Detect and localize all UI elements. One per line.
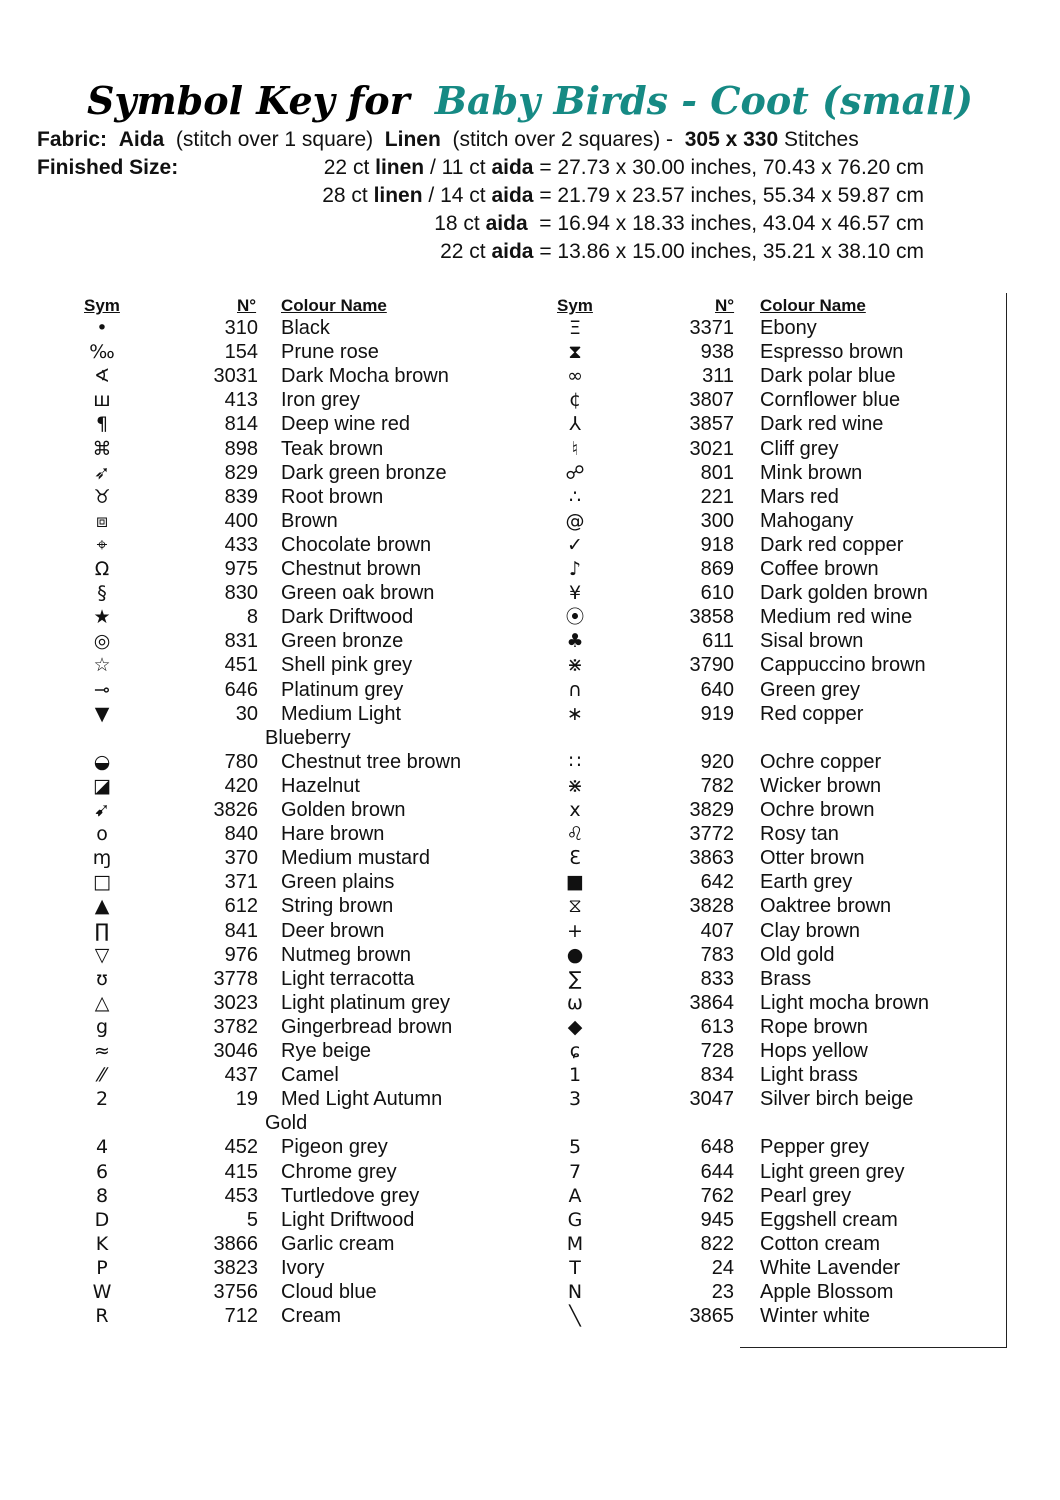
colour-name: Light mocha brown [760, 991, 929, 1014]
colour-name: Ochre copper [760, 750, 882, 773]
colour-name: Green grey [760, 678, 861, 701]
fabric-linen-note: (stitch over 2 squares) - [452, 128, 674, 151]
finished-size-b2: aida [491, 184, 534, 207]
dmc-number: 919 [700, 702, 734, 725]
finished-size-pre: 22 ct [323, 156, 376, 179]
finished-size-b1: aida [491, 240, 534, 263]
dmc-number: 3829 [689, 799, 734, 821]
colour-name: Green plains [281, 871, 395, 894]
dmc-number: 3807 [689, 389, 734, 412]
dmc-number: 646 [224, 678, 258, 701]
symbol-icon: ✓ [567, 533, 583, 556]
finished-size-b1: linen [373, 184, 423, 207]
colour-name: Garlic cream [281, 1232, 395, 1255]
finished-size-b1: linen [375, 156, 425, 179]
dmc-number: 3772 [689, 823, 734, 846]
colour-name: Light Driftwood [281, 1208, 415, 1231]
symbol-icon: □ [93, 871, 111, 894]
symbol-icon: 2 [95, 1088, 109, 1111]
colour-name: Red copper [760, 702, 864, 725]
fabric-aida: Aida [118, 128, 165, 151]
dmc-number: 3865 [689, 1305, 734, 1328]
finished-size-label: Finished Size: [37, 156, 179, 179]
colour-name: Mahogany [760, 509, 854, 532]
colour-name: Ochre brown [760, 799, 875, 821]
colour-name: Prune rose [281, 341, 379, 364]
dmc-number: 780 [224, 750, 258, 773]
finished-size-mid: / 11 ct [424, 156, 492, 179]
symbol-icon: 6 [95, 1160, 109, 1183]
dmc-number: 451 [224, 654, 258, 677]
dmc-number: 712 [224, 1305, 258, 1328]
colour-name: Medium Light [281, 702, 402, 725]
dmc-number: 400 [224, 509, 258, 532]
symbol-icon: ¶ [95, 413, 109, 436]
colour-name: Dark Mocha brown [281, 365, 449, 388]
colour-name: Coffee brown [760, 558, 879, 580]
dmc-number: 840 [224, 823, 258, 846]
symbol-icon: ∴ [568, 485, 582, 508]
symbol-icon: M [566, 1232, 584, 1255]
symbol-icon: G [567, 1208, 583, 1231]
symbol-icon: ∑ [568, 967, 582, 990]
dmc-number: 453 [224, 1184, 258, 1207]
symbol-icon: T [569, 1256, 581, 1279]
colour-name: Apple Blossom [760, 1281, 894, 1303]
colour-name: Earth grey [760, 871, 853, 894]
dmc-number: 642 [700, 871, 734, 894]
colour-name: Cliff grey [760, 437, 839, 460]
colour-name: Winter white [760, 1305, 871, 1328]
dmc-number: 945 [700, 1208, 734, 1231]
dmc-number: 841 [224, 919, 258, 942]
colour-name: Rye beige [281, 1040, 372, 1062]
symbol-icon: ▲ [94, 895, 110, 918]
colour-name: Chestnut brown [281, 558, 422, 580]
colour-name: Med Light Autumn [281, 1088, 443, 1111]
symbol-icon: ♪ [568, 558, 582, 580]
symbol-icon: ∞ [567, 365, 583, 388]
symbol-icon: 7 [568, 1160, 582, 1183]
table-bottom-border [740, 1347, 1007, 1348]
symbol-icon: ⋇ [567, 774, 583, 797]
symbol-icon: ⌘ [92, 437, 112, 460]
finished-size-pre: 18 ct [434, 212, 486, 235]
dmc-number: 5 [246, 1208, 258, 1231]
symbol-icon: § [97, 582, 107, 605]
colour-name: Golden brown [281, 799, 406, 821]
symbol-icon: ⊸ [94, 678, 110, 701]
symbol-icon: ∢ [94, 365, 110, 388]
symbol-icon: ◒ [93, 750, 111, 773]
finished-size-b1: aida [485, 212, 528, 235]
symbol-icon: P [96, 1256, 108, 1279]
dmc-number: 830 [224, 582, 258, 605]
dmc-number: 437 [224, 1064, 258, 1087]
symbol-icon: 1 [568, 1064, 582, 1087]
dmc-number: 3866 [213, 1232, 258, 1255]
colour-name: Otter brown [760, 847, 865, 870]
colour-name: Dark red copper [760, 533, 904, 556]
fabric-aida-note: (stitch over 1 square) [175, 128, 374, 151]
symbol-icon: ⋇ [567, 654, 583, 677]
colour-name: Silver birch beige [760, 1088, 914, 1111]
dmc-number: 23 [711, 1281, 734, 1303]
symbol-icon: N [567, 1281, 583, 1303]
colour-name: Eggshell cream [760, 1208, 898, 1231]
finished-size-line [0, 154, 924, 182]
colour-name: Dark polar blue [760, 365, 896, 388]
dmc-number: 920 [700, 750, 734, 773]
symbol-icon: ▼ [94, 702, 110, 725]
dmc-number: 611 [702, 630, 734, 653]
colour-name: Cream [281, 1305, 342, 1328]
dmc-number: 822 [700, 1232, 734, 1255]
finished-size-pre: 28 ct [322, 184, 374, 207]
colour-name: Oaktree brown [760, 895, 892, 918]
symbol-icon: ▽ [94, 943, 110, 966]
symbol-icon: ⅄ [569, 413, 581, 436]
symbol-icon: ω [567, 991, 583, 1014]
dmc-number: 433 [224, 533, 258, 556]
symbol-icon: ¢ [568, 389, 582, 412]
colour-name: Dark red wine [760, 413, 884, 436]
dmc-number: 613 [700, 1015, 734, 1038]
colour-name: Dark green bronze [281, 461, 447, 484]
colour-name: Light terracotta [281, 967, 415, 990]
colour-name: Brass [760, 967, 812, 990]
dmc-number: 3782 [213, 1015, 258, 1038]
symbol-icon: ⌖ [96, 533, 108, 556]
finished-size-post: = 16.94 x 18.33 inches, 43.04 x 46.57 cm [527, 212, 924, 235]
colour-name: Cloud blue [281, 1281, 377, 1303]
dmc-number: 300 [700, 509, 734, 532]
dmc-number: 3790 [689, 654, 734, 677]
dmc-number: 370 [224, 847, 258, 870]
dmc-number: 3047 [689, 1088, 734, 1111]
finished-size-mid: / 14 ct [422, 184, 492, 207]
fabric-dimensions: 305 x 330 [684, 128, 779, 151]
symbol-icon: ☍ [565, 461, 585, 484]
dmc-number: 8 [246, 606, 258, 629]
dmc-number: 648 [700, 1136, 734, 1159]
symbol-icon: o [96, 823, 108, 846]
symbol-icon: 3 [568, 1088, 582, 1111]
symbol-icon: △ [94, 991, 110, 1014]
symbol-icon: ∷ [568, 750, 582, 773]
page-title [0, 76, 1060, 126]
colour-name: Light brass [760, 1064, 858, 1087]
dmc-number: 415 [224, 1160, 258, 1183]
symbol-icon: ★ [93, 606, 111, 629]
colour-name: Medium mustard [281, 847, 430, 870]
header-colour-left: Colour Name [281, 296, 387, 315]
colour-name: Cornflower blue [760, 389, 901, 412]
colour-name: Chrome grey [281, 1160, 397, 1183]
dmc-number: 3857 [689, 413, 734, 436]
colour-name: Teak brown [281, 437, 384, 460]
symbol-icon: ◎ [93, 630, 111, 653]
symbol-icon: ¥ [568, 582, 582, 605]
symbol-icon: ╲ [569, 1305, 581, 1328]
dmc-number: 976 [224, 943, 258, 966]
fabric-linen: Linen [384, 128, 441, 151]
dmc-number: 814 [224, 413, 258, 436]
colour-name: Turtledove grey [281, 1184, 420, 1207]
symbol-icon: @ [565, 509, 585, 532]
finished-size-pre: 22 ct [440, 240, 492, 263]
finished-size-line [0, 210, 924, 238]
dmc-number: 154 [224, 341, 258, 364]
colour-name: Green bronze [281, 630, 404, 653]
dmc-number: 3858 [689, 606, 734, 629]
colour-name: Mink brown [760, 461, 863, 484]
dmc-number: 801 [700, 461, 734, 484]
colour-name: Hops yellow [760, 1040, 868, 1062]
fabric-stitches: Stitches [784, 128, 859, 151]
dmc-number: 783 [700, 943, 734, 966]
finished-size-list [0, 154, 924, 266]
symbol-icon: W [92, 1281, 112, 1303]
dmc-number: 3023 [213, 991, 258, 1014]
dmc-number: 3828 [689, 895, 734, 918]
dmc-number: 3756 [213, 1281, 258, 1303]
finished-size-post: = 21.79 x 23.57 inches, 55.34 x 59.87 cm [533, 184, 924, 207]
dmc-number: 782 [700, 774, 734, 797]
dmc-number: 3778 [213, 967, 258, 990]
colour-name: Brown [281, 509, 338, 532]
dmc-number: 612 [224, 895, 258, 918]
symbol-icon: Ξ [568, 317, 581, 339]
colour-name: Rope brown [760, 1015, 868, 1038]
symbol-icon: ⦿ [565, 606, 585, 629]
dmc-number: 831 [224, 630, 258, 653]
symbol-icon: g [95, 1015, 109, 1038]
symbol-icon: 4 [95, 1136, 109, 1159]
fabric-line [37, 126, 859, 154]
dmc-number: 918 [700, 533, 734, 556]
symbol-icon: ♣ [566, 630, 584, 653]
symbol-icon: ☆ [93, 654, 111, 677]
colour-name: Ebony [760, 317, 817, 339]
symbol-icon: ➹ [94, 799, 110, 821]
dmc-number: 420 [224, 774, 258, 797]
colour-name-continued: Blueberry [265, 726, 351, 749]
symbol-icon: ♌ [566, 823, 584, 846]
header-num-left: N° [237, 296, 257, 315]
dmc-number: 839 [224, 485, 258, 508]
symbol-icon: 8 [95, 1184, 109, 1207]
finished-size-post: = 13.86 x 15.00 inches, 35.21 x 38.10 cm [533, 240, 924, 263]
colour-name: Iron grey [281, 389, 360, 412]
colour-name: Black [281, 317, 330, 339]
colour-name: Espresso brown [760, 341, 904, 364]
colour-name: Cotton cream [760, 1232, 881, 1255]
dmc-number: 3031 [213, 365, 258, 388]
dmc-number: 371 [224, 871, 258, 894]
dmc-number: 3826 [213, 799, 258, 821]
header-colour-right: Colour Name [760, 296, 866, 315]
colour-name: Pearl grey [760, 1184, 852, 1207]
colour-name: Pigeon grey [281, 1136, 388, 1159]
colour-name: Hare brown [281, 823, 385, 846]
colour-name-continued: Gold [265, 1112, 308, 1135]
dmc-number: 24 [711, 1256, 734, 1279]
colour-name: Platinum grey [281, 678, 404, 701]
colour-name: Gingerbread brown [281, 1015, 453, 1038]
fabric-label: Fabric: [37, 128, 108, 151]
colour-name: Dark golden brown [760, 582, 928, 605]
symbol-icon: ʊ [96, 967, 108, 990]
colour-name: Clay brown [760, 919, 861, 942]
colour-name: Chestnut tree brown [281, 750, 462, 773]
symbol-icon: A [568, 1184, 582, 1207]
colour-name: Chocolate brown [281, 533, 432, 556]
colour-name: String brown [281, 895, 394, 918]
dmc-number: 407 [700, 919, 734, 942]
dmc-number: 898 [224, 437, 258, 460]
colour-name: Hazelnut [281, 774, 360, 797]
colour-name: Root brown [281, 485, 384, 508]
colour-name: Camel [281, 1064, 339, 1087]
dmc-number: 413 [224, 389, 258, 412]
dmc-number: 310 [224, 317, 258, 339]
symbol-icon: x [569, 799, 581, 821]
colour-name: Pepper grey [760, 1136, 869, 1159]
header-sym-left: Sym [84, 296, 120, 315]
symbol-icon: ‰ [89, 341, 115, 364]
symbol-icon: ⁄⁄ [98, 1064, 106, 1087]
symbol-icon: K [95, 1232, 109, 1255]
dmc-number: 3864 [689, 991, 734, 1014]
colour-name: Wicker brown [760, 774, 882, 797]
dmc-number: 833 [700, 967, 734, 990]
symbol-icon: D [94, 1208, 110, 1231]
dmc-number: 311 [702, 365, 734, 388]
symbol-icon: ● [566, 943, 584, 966]
dmc-number: 938 [700, 341, 734, 364]
colour-name: Light green grey [760, 1160, 905, 1183]
dmc-number: 834 [700, 1064, 734, 1087]
symbol-icon: ∏ [94, 919, 110, 942]
header-num-right: N° [715, 296, 735, 315]
dmc-number: 869 [700, 558, 734, 580]
colour-name: Cappuccino brown [760, 654, 926, 677]
dmc-number: 644 [700, 1160, 734, 1183]
title-prefix: Symbol Key for [86, 78, 410, 123]
symbol-icon: + [567, 919, 583, 942]
dmc-number: 452 [224, 1136, 258, 1159]
dmc-number: 975 [224, 558, 258, 580]
symbol-icon: ɕ [569, 1040, 581, 1062]
symbol-icon: • [96, 317, 108, 339]
colour-name: Mars red [760, 485, 839, 508]
dmc-number: 3823 [213, 1256, 258, 1279]
dmc-number: 19 [235, 1088, 258, 1111]
table-right-border [1006, 293, 1007, 1348]
finished-size-b2: aida [491, 156, 534, 179]
dmc-number: 640 [700, 678, 734, 701]
dmc-number: 762 [700, 1184, 734, 1207]
finished-size-line [0, 238, 924, 266]
colour-name: Dark Driftwood [281, 606, 414, 629]
dmc-number: 221 [700, 485, 734, 508]
colour-name: Nutmeg brown [281, 943, 412, 966]
colour-name: Deep wine red [281, 413, 410, 436]
symbol-icon: ∩ [568, 678, 582, 701]
symbol-icon: Ω [94, 558, 110, 580]
symbol-icon: ⧗ [568, 341, 582, 364]
dmc-number: 728 [700, 1040, 734, 1062]
symbol-icon: ◪ [93, 774, 111, 797]
symbol-icon: ≈ [94, 1040, 110, 1062]
colour-name: Old gold [760, 943, 835, 966]
dmc-number: 3046 [213, 1040, 258, 1062]
finished-size-post: = 27.73 x 30.00 inches, 70.43 x 76.20 cm [533, 156, 924, 179]
symbol-icon: ♮ [571, 437, 579, 460]
symbol-icon: ⧈ [95, 509, 109, 532]
colour-name: Deer brown [281, 919, 385, 942]
colour-name: Shell pink grey [281, 654, 413, 677]
symbol-icon: ɱ [92, 847, 112, 870]
colour-name: Green oak brown [281, 582, 435, 605]
colour-name: Light platinum grey [281, 991, 450, 1014]
symbol-icon: R [95, 1305, 109, 1328]
symbol-icon: ℇ [569, 847, 581, 870]
pattern-name: Baby Birds - Coot (small) [434, 78, 974, 123]
colour-name: Medium red wine [760, 606, 913, 629]
finished-size-line [0, 182, 924, 210]
colour-name: White Lavender [760, 1256, 901, 1279]
symbol-icon: ∗ [567, 702, 583, 725]
symbol-icon: ♉ [93, 485, 111, 508]
symbol-icon: 5 [568, 1136, 582, 1159]
dmc-number: 610 [700, 582, 734, 605]
symbol-icon: ◆ [567, 1015, 583, 1038]
symbol-icon: ➶ [94, 461, 110, 484]
dmc-number: 829 [224, 461, 258, 484]
dmc-number: 3021 [689, 437, 734, 460]
dmc-number: 30 [235, 702, 258, 725]
colour-name: Sisal brown [760, 630, 864, 653]
symbol-icon: ■ [566, 871, 584, 894]
colour-name: Rosy tan [760, 823, 839, 846]
colour-name: Ivory [281, 1256, 325, 1279]
symbol-icon: ш [93, 389, 111, 412]
header-sym-right: Sym [557, 296, 593, 315]
dmc-number: 3863 [689, 847, 734, 870]
symbol-icon: ⧖ [568, 895, 582, 918]
dmc-number: 3371 [689, 317, 734, 339]
